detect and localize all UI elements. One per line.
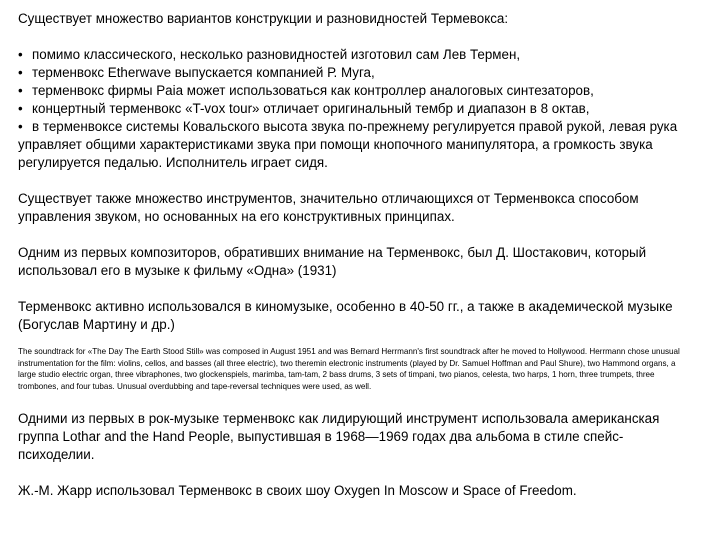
intro-text: Существует множество вариантов конструкции и разновидностей Термевокса: bbox=[18, 11, 509, 26]
bullet-icon: • bbox=[18, 119, 23, 134]
paragraph-instruments: Существует также множество инструментов, значительно отличающихся от Терменвокса способом управления звуком, но основанных на его конструктивных принципах. bbox=[18, 191, 639, 224]
variants-list bbox=[18, 46, 690, 172]
spacer bbox=[18, 334, 690, 346]
bullet-icon: • bbox=[18, 101, 23, 116]
paragraph-soundtrack-english: The soundtrack for «The Day The Earth Stood Still» was composed in August 1951 and was Bernard Herrmann's first soundtrack after he moved to Hollywood. Herrmann chose unusual instrumentation for the film: violins, cellos, and basses (all three electric), two theremin electronic instruments (played by Dr. Samuel Hoffman and Paul Shure), two Hammond organs, a large studio electric organ, three vibraphones, two glockenspiels, marimba, tam-tam, 2 bass drums, 3 sets of timpani, two pianos, celesta, two harps, 1 horn, three trumpets, three trombones, and four tubas. Unusual overdubbing and tape-reversal techniques were used, as well. bbox=[18, 347, 680, 391]
bullet-icon: • bbox=[18, 47, 23, 62]
list-item-text: терменвокс Etherwave выпускается компанией Р. Муга, bbox=[32, 65, 375, 80]
list-item-text: помимо классического, несколько разновидностей изготовил сам Лев Термен, bbox=[32, 47, 521, 62]
spacer bbox=[18, 172, 690, 190]
list-item bbox=[18, 100, 690, 118]
paragraph-shostakovich: Одним из первых композиторов, обративших внимание на Терменвокс, был Д. Шостакович, который использовал его в музыке к фильму «Одна» (1931) bbox=[18, 245, 647, 278]
paragraph-rock-music: Одними из первых в рок-музыке терменвокс как лидирующий инструмент использовала американская группа Lothar and the Hand People, выпустившая в 1968—1969 годах два альбома в стиле спейс-психоделии. bbox=[18, 411, 660, 462]
list-item bbox=[18, 82, 690, 100]
list-item bbox=[18, 118, 690, 172]
list-item-text: концертный терменвокс «T-vox tour» отличает оригинальный тембр и диапазон в 8 октав, bbox=[32, 101, 590, 116]
list-item-text: терменвокс фирмы Paia может использоваться как контроллер аналоговых синтезаторов, bbox=[32, 83, 594, 98]
bullet-icon: • bbox=[18, 83, 23, 98]
spacer bbox=[18, 464, 690, 482]
spacer bbox=[18, 280, 690, 298]
spacer bbox=[18, 392, 690, 410]
document-body bbox=[18, 10, 690, 500]
spacer bbox=[18, 28, 690, 46]
spacer bbox=[18, 226, 690, 244]
paragraph-jarre: Ж.-М. Жарр использовал Терменвокс в своих шоу Oxygen In Moscow и Space of Freedom. bbox=[18, 483, 577, 498]
paragraph-film-music: Терменвокс активно использовался в киномузыке, особенно в 40-50 гг., а также в академической музыке (Богуслав Мартину и др.) bbox=[18, 299, 673, 332]
bullet-icon: • bbox=[18, 65, 23, 80]
list-item bbox=[18, 64, 690, 82]
list-item-text: в терменвоксе системы Ковальского высота звука по-прежнему регулируется правой рукой, левая рука управляет общими характеристиками звука при помощи кнопочного манипулятора, а громкость звука регулируется педалью. Исполнитель играет сидя. bbox=[18, 119, 678, 170]
list-item bbox=[18, 46, 690, 64]
